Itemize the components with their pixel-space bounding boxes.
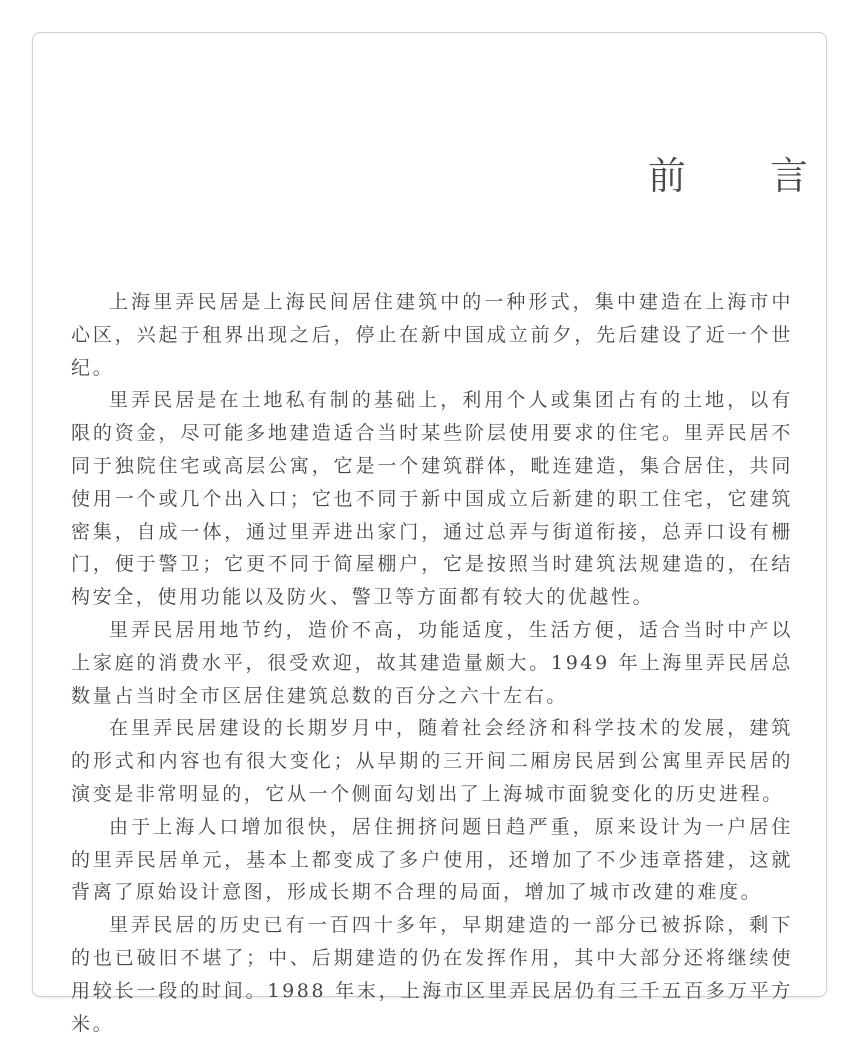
- paragraph: 里弄民居用地节约，造价不高，功能适度，生活方便，适合当时中产以上家庭的消费水平，很受欢迎，故其建造量颇大。1949 年上海里弄民居总数量占当时全市区居住建筑总数的百分之六十左右。: [71, 618, 793, 707]
- paragraph: 上海里弄民居是上海民间居住建筑中的一种形式，集中建造在上海市中心区，兴起于租界出现之后，停止在新中国成立前夕，先后建设了近一个世纪。: [71, 291, 793, 379]
- preface-body: [71, 286, 793, 1040]
- paragraph: 由于上海人口增加很快，居住拥挤问题日趋严重，原来设计为一户居住的里弄民居单元，基本上都变成了多户使用，还增加了不少违章搭建，这就背离了原始设计意图，形成长期不合理的局面，增加了城市改建的难度。: [71, 815, 793, 904]
- paragraph: 里弄民居是在土地私有制的基础上，利用个人或集团占有的土地，以有限的资金，尽可能多地建造适合当时某些阶层使用要求的住宅。里弄民居不同于独院住宅或高层公寓，它是一个建筑群体，毗连建造，集合居住，共同使用一个或几个出入口；它也不同于新中国成立后新建的职工住宅，它建筑密集，自成一体，通过里弄进出家门，通过总弄与街道衔接，总弄口设有栅门，便于警卫；它更不同于简屋棚户，它是按照当时建筑法规建造的，在结构安全，使用功能以及防火、警卫等方面都有较大的优越性。: [71, 389, 793, 609]
- paragraph: 在里弄民居建设的长期岁月中，随着社会经济和科学技术的发展，建筑的形式和内容也有很大变化；从早期的三开间二厢房民居到公寓里弄民居的演变是非常明显的，它从一个侧面勾划出了上海城市面貌变化的历史进程。: [71, 717, 793, 805]
- page-title: 前 言: [647, 154, 844, 199]
- paragraph: 里弄民居的历史已有一百四十多年，早期建造的一部分已被拆除，剩下的也已破旧不堪了；中、后期建造的仍在发挥作用，其中大部分还将继续使用较长一段的时间。1988 年末，上海市区里弄民居仍有三千五百多万平方米。: [71, 914, 793, 1035]
- document-page: [32, 32, 844, 1035]
